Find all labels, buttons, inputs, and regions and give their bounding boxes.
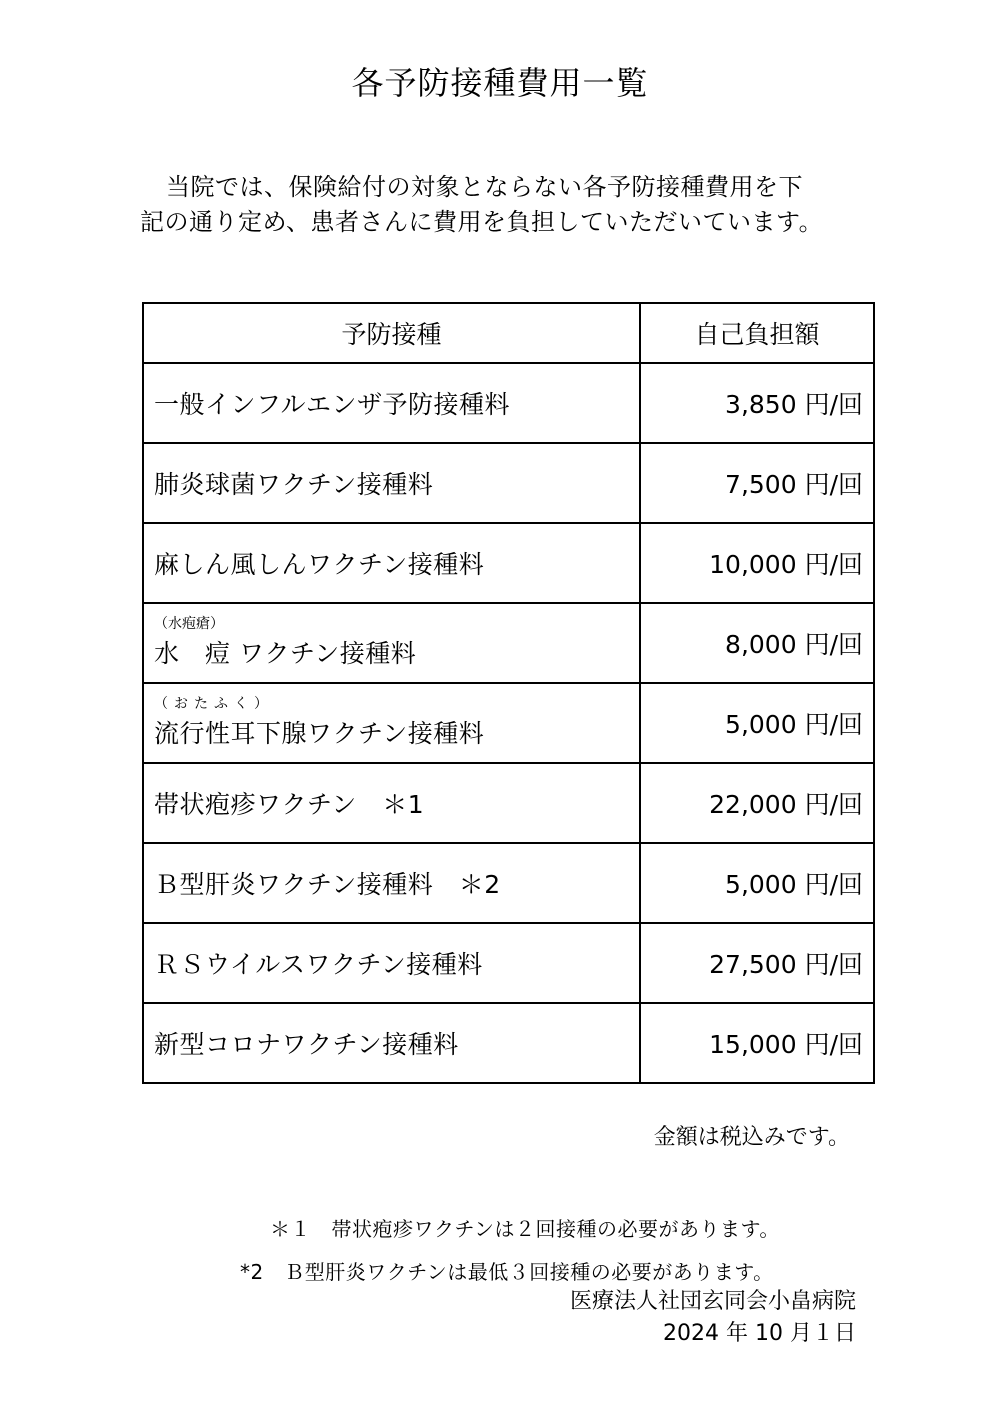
- vaccine-name: 水 痘 ワクチン接種料: [154, 639, 417, 668]
- vaccine-name: ＲＳウイルスワクチン接種料: [143, 923, 640, 1003]
- vaccine-amount: 3,850 円/回: [640, 363, 874, 443]
- organization-name: 医療法人社団玄同会小畠病院: [569, 1289, 856, 1314]
- vaccine-name: 帯状疱疹ワクチン ＊1: [143, 763, 640, 843]
- table-row: [143, 443, 874, 523]
- vaccine-amount: 10,000 円/回: [640, 523, 874, 603]
- table-row: [143, 683, 874, 763]
- table-header-row: [143, 303, 874, 363]
- issue-date: 2024 年 10 月１日: [663, 1321, 856, 1346]
- vaccine-name-cell: [143, 603, 640, 683]
- furigana: （水疱瘡）: [154, 616, 224, 632]
- vaccine-amount: 5,000 円/回: [640, 843, 874, 923]
- intro-line-1: 当院では、保険給付の対象とならない各予防接種費用を下: [166, 173, 803, 201]
- table-row: [143, 603, 874, 683]
- header-vaccination: 予防接種: [143, 303, 640, 363]
- fee-table: [142, 302, 875, 1084]
- vaccine-name: 流行性耳下腺ワクチン接種料: [154, 719, 485, 748]
- vaccine-amount: 8,000 円/回: [640, 603, 874, 683]
- table-row: [143, 363, 874, 443]
- header-copay: 自己負担額: [640, 303, 874, 363]
- vaccine-name: 麻しん風しんワクチン接種料: [143, 523, 640, 603]
- vaccine-name: 新型コロナワクチン接種料: [143, 1003, 640, 1083]
- page-title: 各予防接種費用一覧: [351, 64, 649, 102]
- table-row: [143, 523, 874, 603]
- intro-paragraph: [140, 170, 880, 240]
- table-row: [143, 843, 874, 923]
- vaccine-amount: 5,000 円/回: [640, 683, 874, 763]
- vaccine-name: 肺炎球菌ワクチン接種料: [143, 443, 640, 523]
- furigana: （おたふく）: [154, 696, 274, 712]
- tax-note: 金額は税込みです。: [653, 1125, 850, 1150]
- intro-line-2: 記の通り定め、患者さんに費用を負担していただいています。: [140, 208, 824, 236]
- table-row: [143, 1003, 874, 1083]
- table-row: [143, 923, 874, 1003]
- vaccine-name: Ｂ型肝炎ワクチン接種料 ＊2: [143, 843, 640, 923]
- vaccine-name: 一般インフルエンザ予防接種料: [143, 363, 640, 443]
- vaccine-amount: 15,000 円/回: [640, 1003, 874, 1083]
- table-row: [143, 763, 874, 843]
- footnote-2: *2 Ｂ型肝炎ワクチンは最低３回接種の必要があります。: [240, 1260, 774, 1284]
- vaccine-name-cell: [143, 683, 640, 763]
- footnote-1: ＊１ 帯状疱疹ワクチンは２回接種の必要があります。: [270, 1217, 780, 1241]
- vaccine-amount: 27,500 円/回: [640, 923, 874, 1003]
- issuer-block: [500, 1286, 856, 1350]
- vaccine-amount: 7,500 円/回: [640, 443, 874, 523]
- vaccine-amount: 22,000 円/回: [640, 763, 874, 843]
